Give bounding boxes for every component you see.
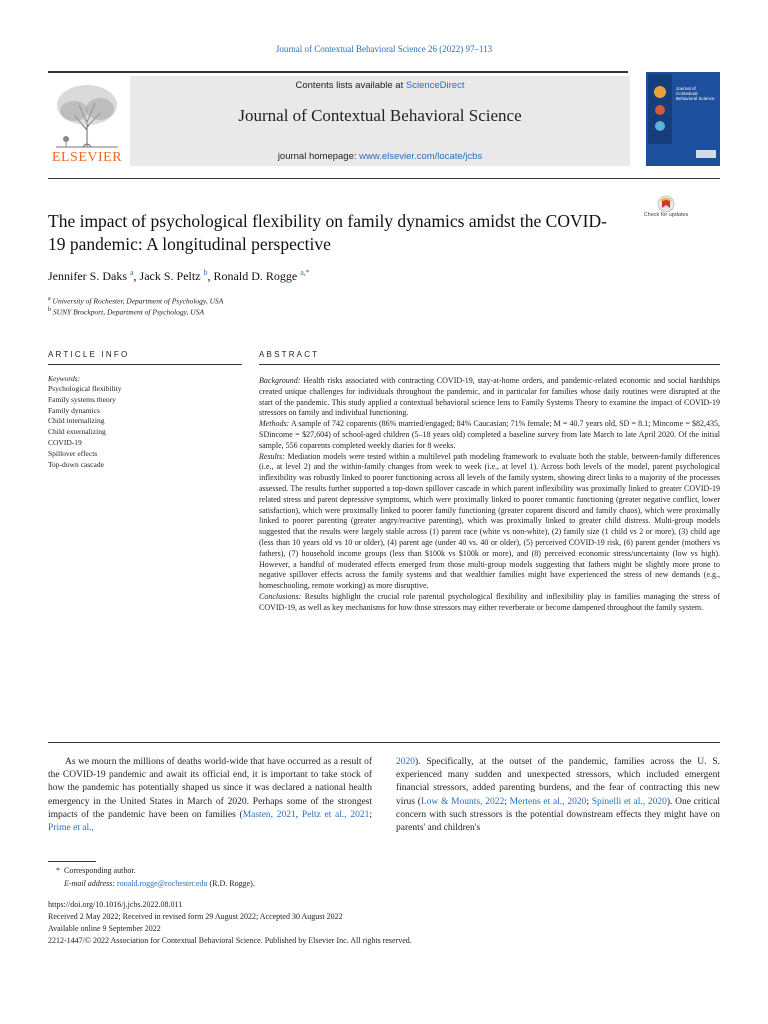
email-suffix: (R.D. Rogge). — [209, 879, 255, 888]
homepage-link[interactable]: www.elsevier.com/locate/jcbs — [359, 151, 483, 162]
keyword: Top-down cascade — [48, 459, 104, 469]
copyright: 2212-1447/© 2022 Association for Contextual Behavioral Science. Published by Elsevier Inc. All rights reserved. — [48, 936, 412, 945]
abstract-methods — [259, 419, 720, 451]
article-title: The impact of psychological flexibility on family dynamics amidst the COVID-19 pandemic: A longitudinal perspective — [48, 211, 607, 254]
citation-link[interactable]: 2020 — [396, 757, 415, 767]
received-dates: Received 2 May 2022; Received in revised form 29 August 2022; Accepted 30 August 2022 — [48, 912, 343, 921]
header-bottom-rule — [48, 178, 720, 179]
journal-reference[interactable]: Journal of Contextual Behavioral Science 26 (2022) 97–113 — [275, 44, 493, 54]
author-name[interactable]: Jennifer S. Daks — [48, 269, 127, 283]
keyword: COVID-19 — [48, 437, 82, 447]
affiliation-mark: a — [48, 296, 51, 302]
citation-link[interactable]: Peltz et al., 2021 — [301, 809, 370, 820]
body-paragraph: 2020). Specifically, at the outset of the pandemic, families across the U. S. experienced many sudden and unexpected stressors, which included emergent financial stressors, added parenting burdens, and the fear of contracting this new virus (Low & Mounts, 2022; Mertens et al., 2020; Spinelli et al., 2020). One critical concern with such stressors is the potential downstream effects they might have on parents' and children's — [396, 757, 721, 834]
keyword: Spillover effects — [48, 448, 98, 458]
keyword: Family dynamics — [48, 405, 100, 415]
results-text: Mediation models were tested within a multilevel path modeling framework to evaluate both the stable, between-family differences (i.e., at level 2) and the within-family changes from week to week (i.e., at level 1). Across both levels of the model, parent psychological inflexibility was robustly linked to poorer functioning across all levels of the family system, showing direct links to a majority of the processes assessed. The results further supported a top-down spillover cascade in which parent inflexibility was proximally linked to greater COVID-19 related stress and parent depressive symptoms, which were proximally linked to poorer romantic functioning (greater negative conflict, lower satisfaction), which were proximally linked to poorer family functioning (greater coparent discord and family chaos), which were proximally linked to poorer parenting (greater angry/reactive parenting), which was proximally linked to greater child distress. Multi-group models suggested that the results were largely stable across (1) parent race (white vs non-white), (2) family size (1 child vs 2 or more), (3) child age (less than 10 years old vs 10 or older), (4) parent age (under 40 vs. 40 or older), (5) perceived COVID-19 risk, (6) parent gender (mothers vs fathers), (7) household income groups (less than $100k vs $100k or more), and (8) perceived economic stress/uncertainty (low vs high). However, a handful of moderated effects emerged from those multi-group models suggesting that fathers might be slightly more prone to negative spillover effects across the family systems and that wealthier families might have experienced the stress of new demands (e.g., homeschooling, remote working) as more disruptive. — [259, 451, 721, 591]
methods-text: A sample of 742 coparents (86% married/engaged; 84% Caucasian; 71% female; M = 40.7 years old, SD = 8.1; Mincome = $82,435, SDincome = $27,604) of school-aged children (5–18 years old) completed a baseline survey from late March to late April 2020. Of the initial sample, 556 coparents completed weekly diaries for 8 weeks. — [259, 419, 720, 450]
affiliation-text: SUNY Brockport, Department of Psychology, USA — [52, 307, 205, 317]
citation-link[interactable]: Masten, 2021 — [242, 809, 296, 820]
check-for-updates-label[interactable]: Check for updates — [643, 212, 689, 218]
keyword: Psychological flexibility — [48, 384, 122, 393]
footnote-marker: * — [56, 866, 60, 875]
body-text: ). Specifically, at the outset of the pandemic, families across the U. S. experienced many sudden and unexpected stressors, which included emergent financial stressors, added parenting burdens, and the fear of contracting this new virus ( — [396, 757, 720, 807]
author-affil-mark[interactable]: b — [203, 268, 208, 277]
conclusions-label: Conclusions: — [259, 591, 302, 601]
abstract-conclusions — [259, 592, 720, 614]
body-column-left — [48, 756, 372, 835]
author-name[interactable]: Ronald D. Rogge — [213, 269, 298, 283]
abstract-results — [259, 452, 720, 592]
abstract-heading: ABSTRACT — [259, 350, 320, 359]
abstract-top-rule — [259, 364, 720, 365]
body-text: ). One critical concern with such stressors is the potential downstream effects they might have on parents' and children's — [396, 796, 721, 834]
citation-link[interactable]: Prime et al., — [48, 823, 94, 834]
author-affil-mark[interactable]: a — [129, 268, 134, 277]
keyword: Child externalizing — [48, 427, 106, 437]
author-affil-mark[interactable]: a,* — [300, 268, 310, 277]
citation-link[interactable]: Low & Mounts, 2022 — [420, 796, 505, 807]
background-text: Health risks associated with contracting COVID-19, stay-at-home orders, and pandemic-related economic and social hardships created unique challenges for individuals throughout the pandemic, and in particular for families whose daily routines were disrupted at the start of the pandemic. This study applied a contextual behavioral science lens to Family Systems Theory to examine the impact of COVID-19 stressors on family and individual functioning. — [259, 376, 721, 418]
contents-prefix: Contents lists available at — [295, 80, 406, 91]
affiliation — [48, 307, 204, 317]
keyword: Child internalizing — [48, 416, 105, 426]
abstract-body — [259, 376, 720, 614]
footnote-rule — [48, 861, 96, 862]
article-info-heading: ARTICLE INFO — [48, 350, 130, 359]
keywords-label: Keywords: — [48, 374, 81, 383]
elsevier-wordmark: ELSEVIER — [51, 150, 123, 165]
body-column-right — [396, 756, 720, 835]
journal-title: Journal of Contextual Behavioral Science — [238, 106, 522, 125]
header-rule — [48, 71, 628, 73]
body-text: As we mourn the millions of deaths world-wide that have occurred as a result of the COVID-19 pandemic and await its official end, it is important to take stock of how the pandemic has potentially shaped us since it was declared a national health emergency in the United States in March of 2020. Perhaps some of the strongest impacts of the pandemic have been on families ( — [48, 757, 372, 820]
keyword-list — [48, 384, 122, 470]
conclusions-text: Results highlight the crucial role parental psychological flexibility and inflexibility play in families managing the stress of COVID-19, as well as key mechanisms for how those stressors may either reverberate or become dampened throughout the family system. — [259, 591, 720, 612]
author-name[interactable]: Jack S. Peltz — [139, 269, 201, 283]
background-label: Background: — [259, 376, 301, 385]
article-info-rule — [48, 364, 242, 365]
doi-link[interactable]: https://doi.org/10.1016/j.jcbs.2022.08.011 — [48, 900, 183, 909]
journal-cover-image[interactable] — [646, 72, 720, 166]
homepage-prefix: journal homepage: — [277, 151, 360, 162]
homepage-line — [130, 151, 630, 162]
corresponding-text: Corresponding author. — [64, 866, 136, 875]
methods-label: Methods: — [259, 419, 290, 429]
results-label: Results: — [259, 451, 285, 461]
abstract-bottom-rule — [48, 742, 720, 743]
email-label: E-mail address: — [64, 879, 116, 888]
body-paragraph: As we mourn the millions of deaths world-wide that have occurred as a result of the COVID-19 pandemic and await its official end, it is important to take stock of how the pandemic has potentially shaped us since it was declared a national health emergency in the United States in March of 2020. Perhaps some of the strongest impacts of the pandemic have been on families (Masten, 2021, Peltz et al., 2021; Prime et al., — [48, 757, 372, 834]
corresponding-footnote — [48, 866, 136, 875]
abstract-background — [259, 376, 720, 419]
citation-link[interactable]: Spinelli et al., 2020 — [591, 796, 667, 807]
cover-title: Journal of Contextual Behavioral Science — [676, 86, 715, 101]
keyword: Family systems theory — [48, 394, 116, 404]
affiliation — [48, 296, 223, 306]
contents-line — [130, 80, 630, 91]
email-footnote — [64, 879, 255, 888]
email-link[interactable]: ronald.rogge@rochester.edu — [117, 879, 208, 888]
available-online: Available online 9 September 2022 — [48, 924, 161, 933]
author-list: Jennifer S. Daks $^a$, Jack S. Peltz $^b$, Ronald D. Rogge $^{a,*}$ — [48, 268, 310, 283]
affiliation-mark: b — [48, 307, 51, 313]
sciencedirect-link[interactable]: ScienceDirect — [405, 80, 465, 91]
affiliation-text: University of Rochester, Department of Psychology, USA — [52, 296, 224, 306]
citation-link[interactable]: Mertens et al., 2020 — [509, 796, 587, 807]
